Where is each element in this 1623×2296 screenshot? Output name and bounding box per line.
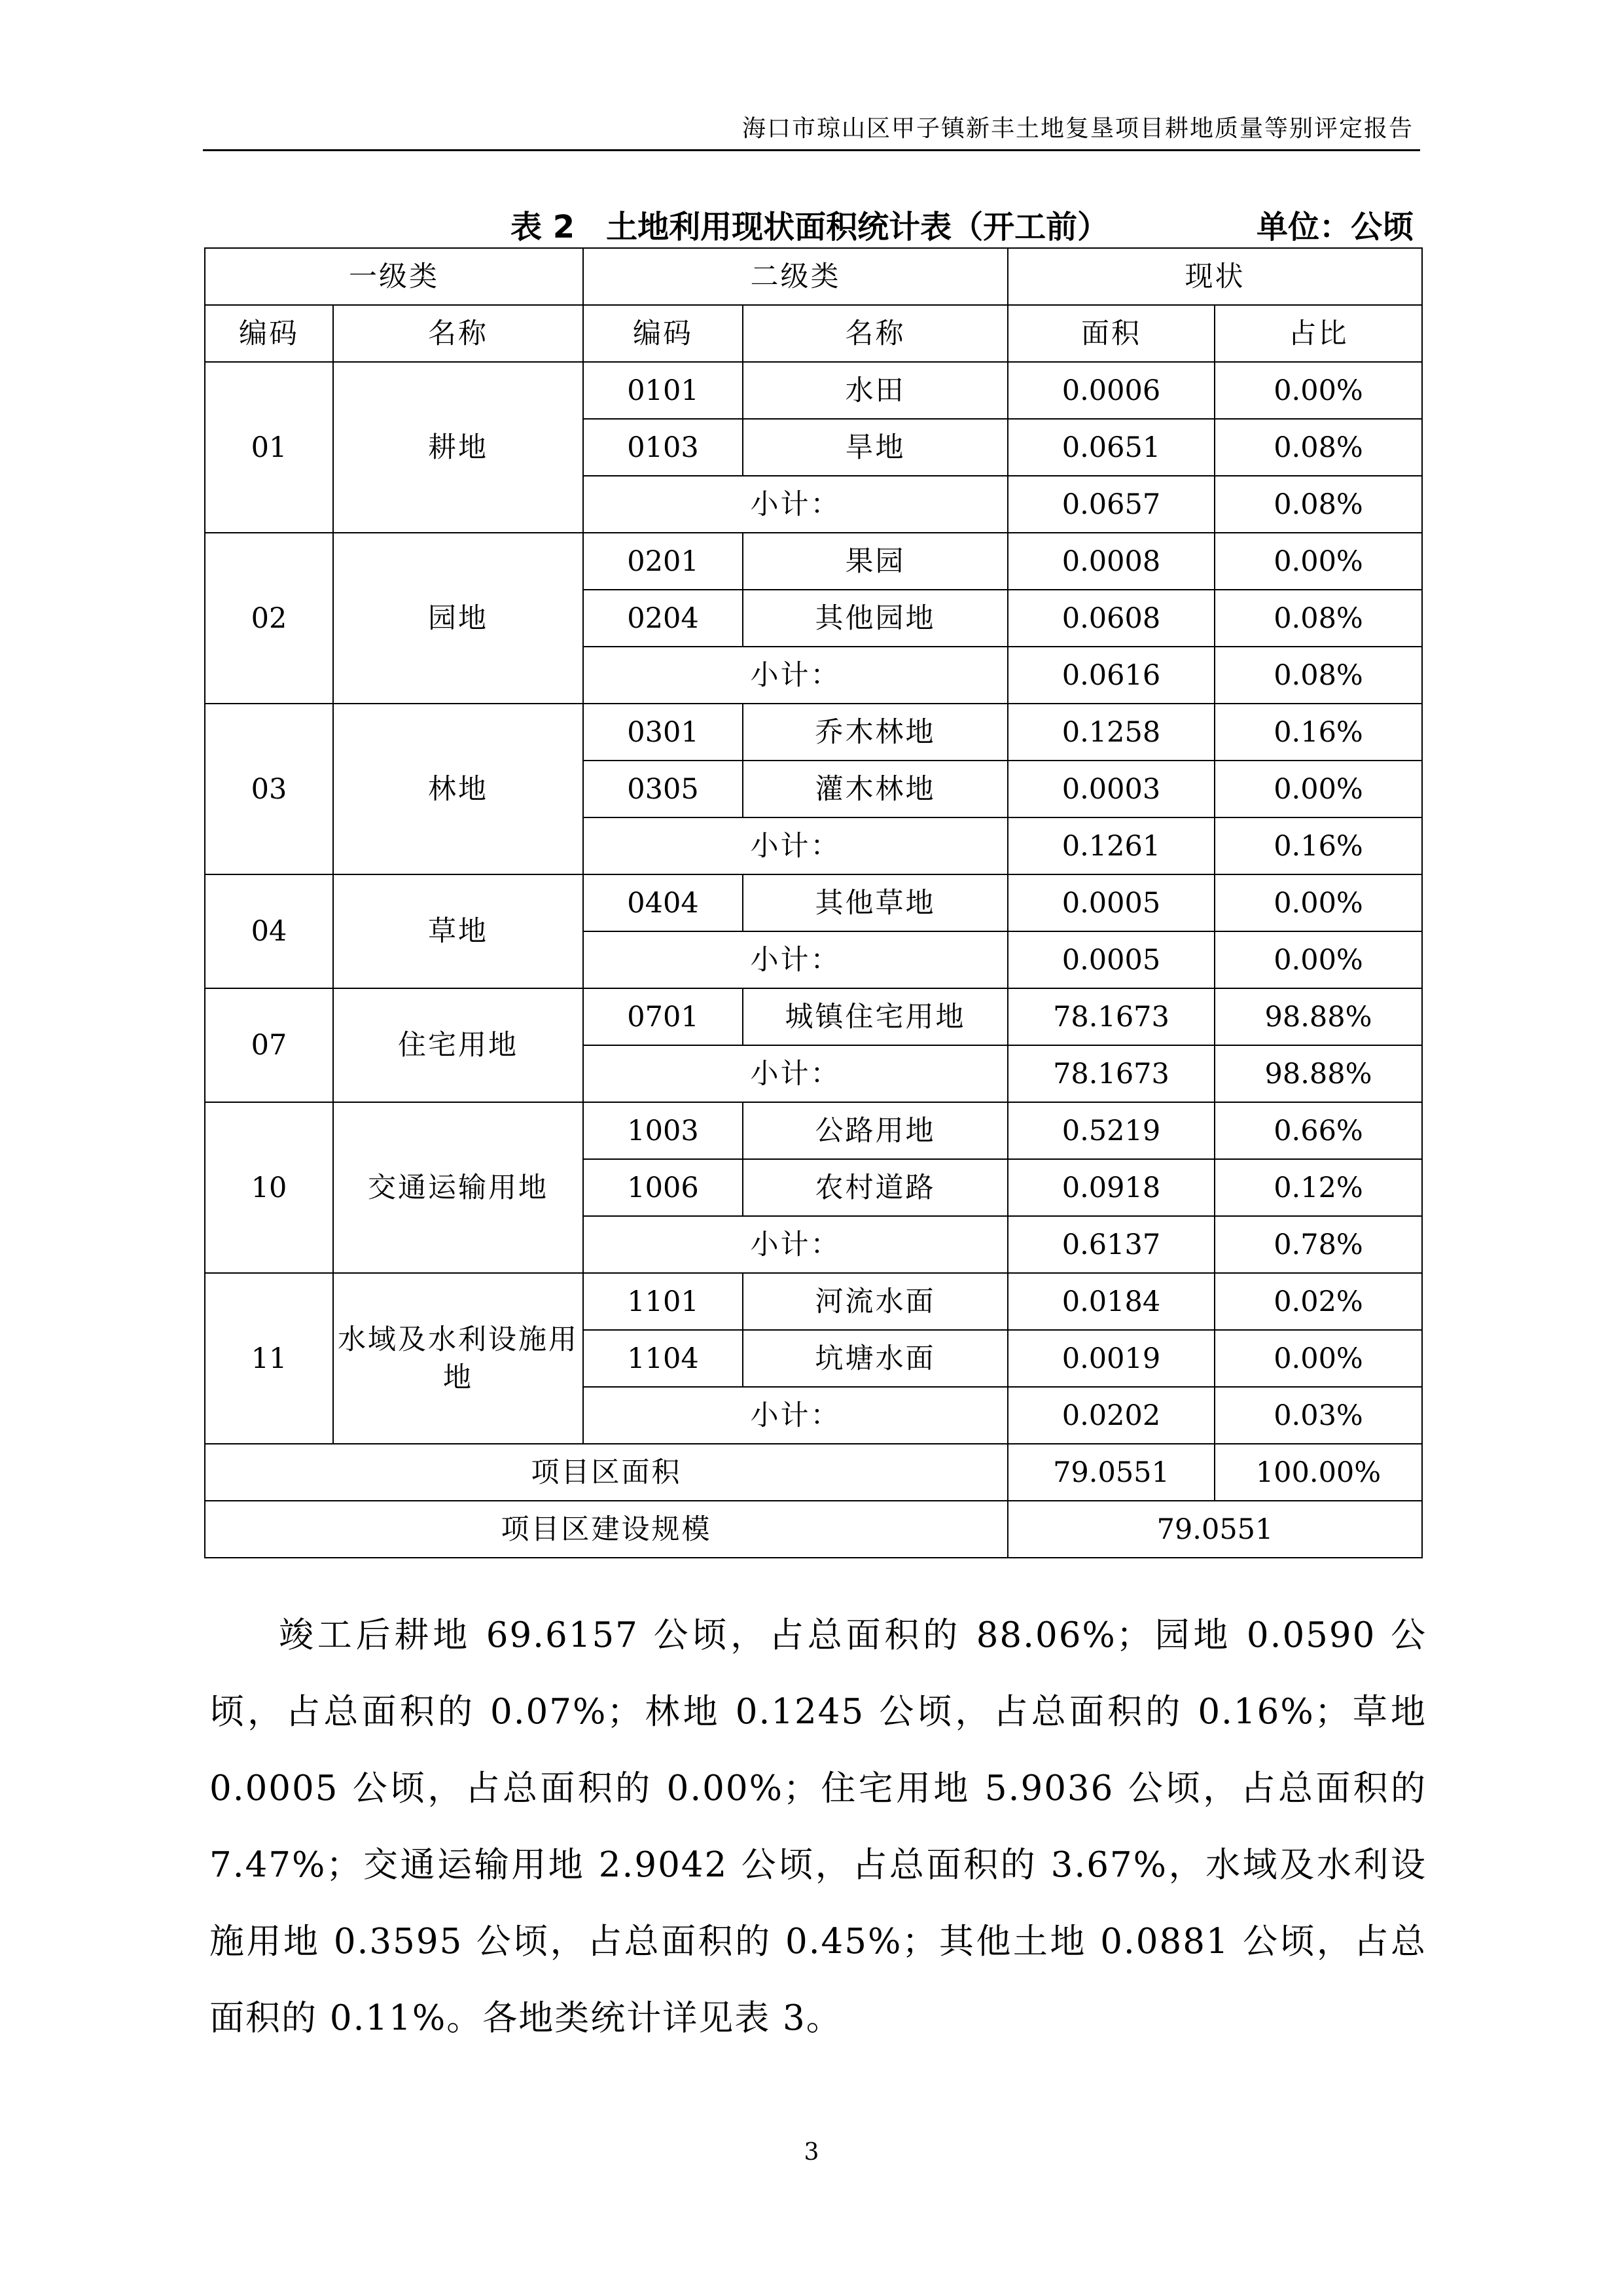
area-cell: 0.0184 xyxy=(1008,1273,1215,1330)
project-area-value: 79.0551 xyxy=(1008,1444,1215,1501)
level1-code-cell: 11 xyxy=(205,1273,333,1444)
area-cell: 78.1673 xyxy=(1008,988,1215,1045)
subtotal-area: 0.0657 xyxy=(1008,476,1215,533)
subtotal-area: 78.1673 xyxy=(1008,1045,1215,1102)
table-caption xyxy=(510,196,1414,249)
table-title: 表 2 土地利用现状面积统计表（开工前） xyxy=(510,209,1109,245)
header-rule xyxy=(203,149,1420,151)
sub-header-row xyxy=(205,305,1422,362)
area-cell: 0.0008 xyxy=(1008,533,1215,590)
area-cell: 0.0608 xyxy=(1008,590,1215,647)
header-name1: 名称 xyxy=(333,305,583,362)
level2-code-cell: 1006 xyxy=(583,1159,743,1216)
project-scale-value: 79.0551 xyxy=(1008,1501,1422,1558)
level2-code-cell: 0101 xyxy=(583,362,743,419)
level1-name-cell: 水域及水利设施用地 xyxy=(333,1273,583,1444)
level2-name-cell: 农村道路 xyxy=(743,1159,1008,1216)
subtotal-label: 小计： xyxy=(583,817,1008,874)
subtotal-label: 小计： xyxy=(583,476,1008,533)
level1-name-cell: 住宅用地 xyxy=(333,988,583,1102)
area-cell: 0.0918 xyxy=(1008,1159,1215,1216)
level1-code-cell: 04 xyxy=(205,874,333,988)
ratio-cell: 0.00% xyxy=(1215,1330,1422,1387)
level1-name-cell: 园地 xyxy=(333,533,583,704)
ratio-cell: 0.00% xyxy=(1215,874,1422,931)
header-ratio: 占比 xyxy=(1215,305,1422,362)
ratio-cell: 0.16% xyxy=(1215,704,1422,761)
header-code1: 编码 xyxy=(205,305,333,362)
level2-code-cell: 0404 xyxy=(583,874,743,931)
area-cell: 0.1258 xyxy=(1008,704,1215,761)
subtotal-label: 小计： xyxy=(583,1045,1008,1102)
header-level2: 二级类 xyxy=(583,248,1008,305)
ratio-cell: 98.88% xyxy=(1215,988,1422,1045)
area-cell: 0.5219 xyxy=(1008,1102,1215,1159)
area-cell: 0.0006 xyxy=(1008,362,1215,419)
level2-name-cell: 灌木林地 xyxy=(743,761,1008,817)
level2-name-cell: 公路用地 xyxy=(743,1102,1008,1159)
area-cell: 0.0651 xyxy=(1008,419,1215,476)
subtotal-ratio: 0.08% xyxy=(1215,476,1422,533)
ratio-cell: 0.08% xyxy=(1215,590,1422,647)
level2-name-cell: 其他草地 xyxy=(743,874,1008,931)
level1-code-cell: 02 xyxy=(205,533,333,704)
level2-name-cell: 坑塘水面 xyxy=(743,1330,1008,1387)
header-code2: 编码 xyxy=(583,305,743,362)
project-scale-label: 项目区建设规模 xyxy=(205,1501,1008,1558)
subtotal-ratio: 0.00% xyxy=(1215,931,1422,988)
table-unit: 单位：公顷 xyxy=(1256,209,1414,245)
level1-name-cell: 耕地 xyxy=(333,362,583,533)
table-row xyxy=(205,1102,1422,1159)
area-cell: 0.0003 xyxy=(1008,761,1215,817)
table-row xyxy=(205,988,1422,1045)
subtotal-ratio: 98.88% xyxy=(1215,1045,1422,1102)
ratio-cell: 0.02% xyxy=(1215,1273,1422,1330)
subtotal-area: 0.6137 xyxy=(1008,1216,1215,1273)
ratio-cell: 0.00% xyxy=(1215,362,1422,419)
level2-code-cell: 0103 xyxy=(583,419,743,476)
table-row xyxy=(205,533,1422,590)
subtotal-area: 0.0616 xyxy=(1008,647,1215,704)
level2-name-cell: 河流水面 xyxy=(743,1273,1008,1330)
header-level1: 一级类 xyxy=(205,248,583,305)
level2-code-cell: 0701 xyxy=(583,988,743,1045)
subtotal-area: 0.1261 xyxy=(1008,817,1215,874)
project-area-label: 项目区面积 xyxy=(205,1444,1008,1501)
level2-code-cell: 1104 xyxy=(583,1330,743,1387)
land-use-table xyxy=(204,247,1423,1558)
header-status: 现状 xyxy=(1008,248,1422,305)
ratio-cell: 0.66% xyxy=(1215,1102,1422,1159)
subtotal-label: 小计： xyxy=(583,1387,1008,1444)
ratio-cell: 0.08% xyxy=(1215,419,1422,476)
level2-code-cell: 1003 xyxy=(583,1102,743,1159)
subtotal-label: 小计： xyxy=(583,1216,1008,1273)
level2-name-cell: 乔木林地 xyxy=(743,704,1008,761)
level1-code-cell: 01 xyxy=(205,362,333,533)
page-number: 3 xyxy=(804,2139,819,2166)
ratio-cell: 0.12% xyxy=(1215,1159,1422,1216)
ratio-cell: 0.00% xyxy=(1215,533,1422,590)
area-cell: 0.0019 xyxy=(1008,1330,1215,1387)
area-cell: 0.0005 xyxy=(1008,874,1215,931)
table-row xyxy=(205,1273,1422,1330)
subtotal-ratio: 0.78% xyxy=(1215,1216,1422,1273)
level2-code-cell: 0305 xyxy=(583,761,743,817)
level2-code-cell: 1101 xyxy=(583,1273,743,1330)
header-area: 面积 xyxy=(1008,305,1215,362)
subtotal-ratio: 0.16% xyxy=(1215,817,1422,874)
project-area-row xyxy=(205,1444,1422,1501)
level1-code-cell: 07 xyxy=(205,988,333,1102)
level2-code-cell: 0204 xyxy=(583,590,743,647)
table-row xyxy=(205,874,1422,931)
table-body xyxy=(205,248,1422,1558)
level2-name-cell: 旱地 xyxy=(743,419,1008,476)
level2-code-cell: 0201 xyxy=(583,533,743,590)
body-paragraph: 竣工后耕地 69.6157 公顷，占总面积的 88.06%；园地 0.0590 公顷，占总面积的 0.07%；林地 0.1245 公顷，占总面积的 0.16%；草地 0.0005 公顷，占总面积的 0.00%；住宅用地 5.9036 公顷，占总面积的 7.47%；交通运输用地 2.9042 公顷，占总面积的 3.67%，水域及水利设施用地 0.3595 公顷，占总面积的 0.45%；其他土地 0.0881 公顷，占总面积的 0.11%。各地类统计详见表 3。 xyxy=(209,1615,1427,2038)
table-row xyxy=(205,362,1422,419)
subtotal-label: 小计： xyxy=(583,647,1008,704)
project-scale-row xyxy=(205,1501,1422,1558)
running-header: 海口市琼山区甲子镇新丰土地复垦项目耕地质量等别评定报告 xyxy=(741,115,1414,142)
ratio-cell: 0.00% xyxy=(1215,761,1422,817)
level1-name-cell: 草地 xyxy=(333,874,583,988)
level2-name-cell: 城镇住宅用地 xyxy=(743,988,1008,1045)
subtotal-label: 小计： xyxy=(583,931,1008,988)
subtotal-area: 0.0202 xyxy=(1008,1387,1215,1444)
subtotal-area: 0.0005 xyxy=(1008,931,1215,988)
group-header-row xyxy=(205,248,1422,305)
level2-name-cell: 果园 xyxy=(743,533,1008,590)
level2-name-cell: 水田 xyxy=(743,362,1008,419)
level2-name-cell: 其他园地 xyxy=(743,590,1008,647)
table-row xyxy=(205,704,1422,761)
level1-code-cell: 03 xyxy=(205,704,333,874)
level2-code-cell: 0301 xyxy=(583,704,743,761)
subtotal-ratio: 0.03% xyxy=(1215,1387,1422,1444)
level1-name-cell: 交通运输用地 xyxy=(333,1102,583,1273)
header-name2: 名称 xyxy=(743,305,1008,362)
level1-code-cell: 10 xyxy=(205,1102,333,1273)
subtotal-ratio: 0.08% xyxy=(1215,647,1422,704)
level1-name-cell: 林地 xyxy=(333,704,583,874)
project-area-ratio: 100.00% xyxy=(1215,1444,1422,1501)
